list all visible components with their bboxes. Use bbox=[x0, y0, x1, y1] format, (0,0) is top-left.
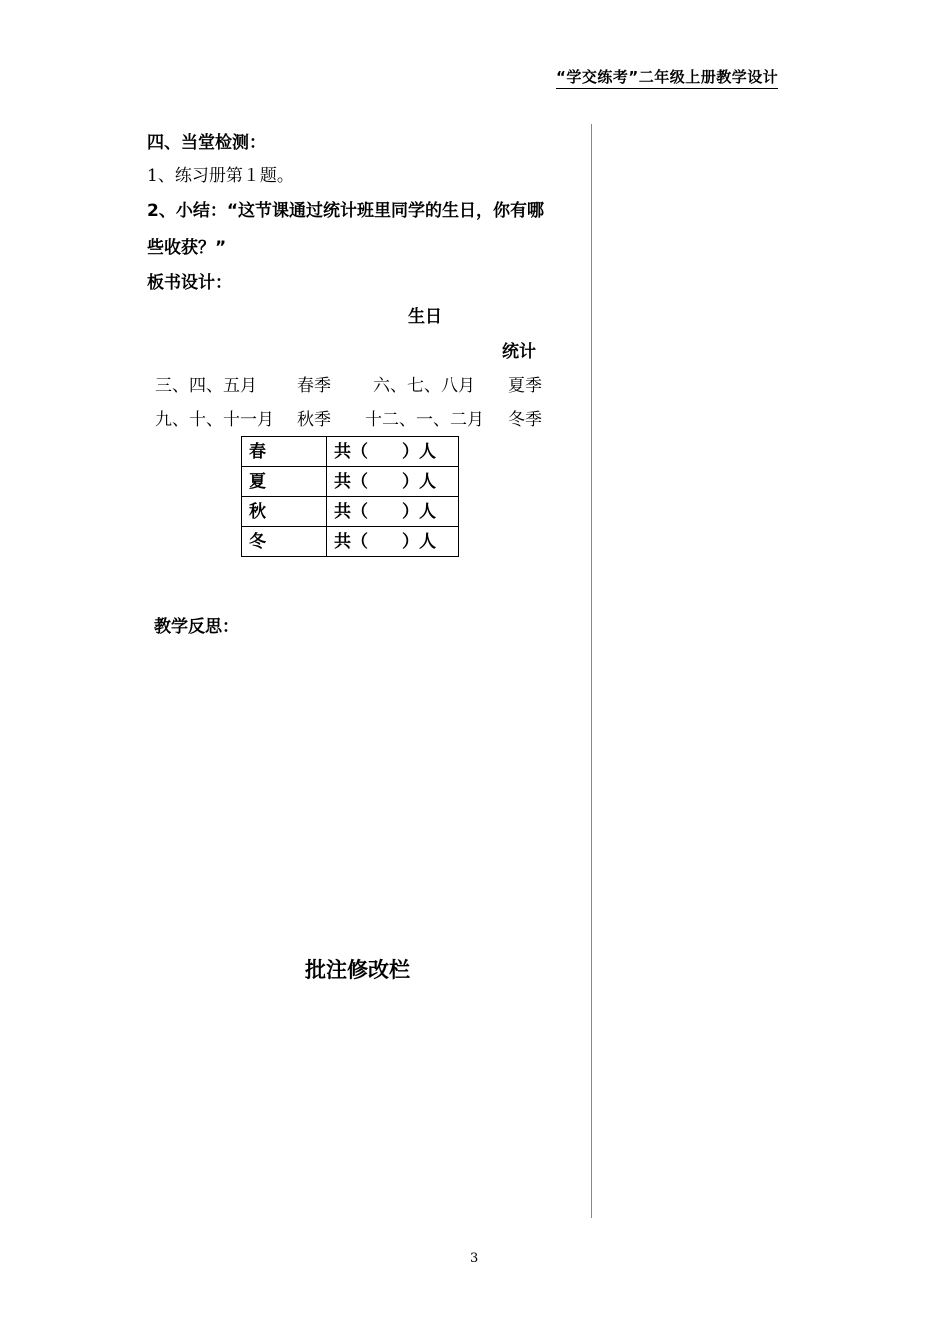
board-season-spring: 春季 bbox=[297, 376, 331, 396]
board-months-winter: 十二、一、二月 bbox=[365, 410, 484, 430]
season-cell: 春 bbox=[242, 437, 327, 467]
summary-item-line-2: 些收获？” bbox=[147, 238, 227, 258]
table-row bbox=[242, 467, 459, 497]
annotation-column-label: 批注修改栏 bbox=[305, 958, 410, 982]
board-season-summer: 夏季 bbox=[508, 376, 542, 396]
table-row bbox=[242, 437, 459, 467]
count-cell: 共（ ）人 bbox=[327, 467, 459, 497]
summary-item-line-1: 2、小结：“这节课通过统计班里同学的生日，你有哪 bbox=[147, 201, 545, 221]
board-months-autumn: 九、十、十一月 bbox=[155, 410, 274, 430]
board-months-summer: 六、七、八月 bbox=[373, 376, 475, 396]
document-header-title: “学交练考”二年级上册教学设计 bbox=[556, 66, 778, 89]
season-cell: 秋 bbox=[242, 497, 327, 527]
season-cell: 夏 bbox=[242, 467, 327, 497]
table-row bbox=[242, 497, 459, 527]
section-heading: 四、当堂检测： bbox=[147, 133, 266, 153]
count-cell: 共（ ）人 bbox=[327, 527, 459, 557]
teaching-reflection-label: 教学反思： bbox=[154, 617, 239, 637]
board-season-autumn: 秋季 bbox=[297, 410, 331, 430]
board-season-winter: 冬季 bbox=[508, 410, 542, 430]
season-cell: 冬 bbox=[242, 527, 327, 557]
column-divider bbox=[591, 124, 592, 1218]
table-row bbox=[242, 527, 459, 557]
page-number: 3 bbox=[470, 1251, 479, 1266]
count-cell: 共（ ）人 bbox=[327, 497, 459, 527]
season-count-table bbox=[241, 436, 459, 557]
board-design-heading: 板书设计： bbox=[147, 273, 232, 293]
board-months-spring: 三、四、五月 bbox=[155, 376, 257, 396]
board-subtitle: 统计 bbox=[502, 342, 536, 362]
exercise-item-1: 1、练习册第１题。 bbox=[147, 166, 294, 186]
board-title: 生日 bbox=[408, 307, 442, 327]
count-cell: 共（ ）人 bbox=[327, 437, 459, 467]
